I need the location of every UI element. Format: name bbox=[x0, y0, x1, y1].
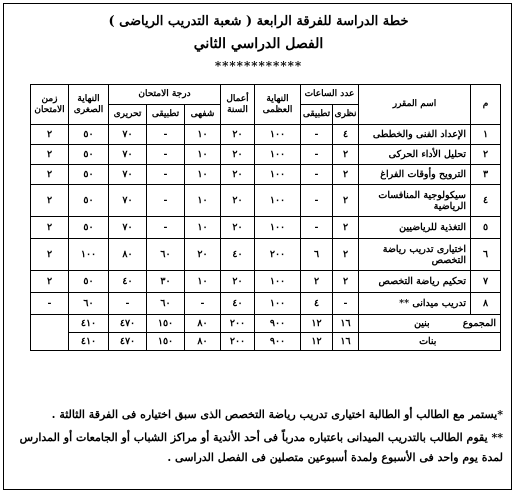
col-examtime-header: زمن الامتحان bbox=[31, 85, 69, 125]
row-max: ١٠٠ bbox=[255, 165, 301, 185]
row-num: ٦ bbox=[471, 239, 501, 271]
row-theory: ٤ bbox=[333, 125, 359, 145]
row-applied: - bbox=[147, 185, 185, 217]
row-examtime: ٢ bbox=[31, 145, 69, 165]
row-max: ١٠٠ bbox=[255, 185, 301, 217]
row-num: ٤ bbox=[471, 185, 501, 217]
row-practical: - bbox=[301, 125, 333, 145]
row-oral: ١٠ bbox=[185, 185, 221, 217]
row-max: ١٠٠ bbox=[255, 145, 301, 165]
row-min: ٥٠ bbox=[69, 271, 109, 293]
total-row-boys bbox=[31, 315, 501, 333]
girls-label-cell bbox=[359, 333, 501, 351]
row-practical: - bbox=[301, 185, 333, 217]
col-oral-header: شفهى bbox=[185, 105, 221, 125]
row-min: ٦٠ bbox=[69, 293, 109, 315]
col-yearwork-header: أعمال السنة bbox=[221, 85, 255, 125]
row-max: ١٠٠ bbox=[255, 293, 301, 315]
total-row-girls bbox=[31, 333, 501, 351]
row-applied: ٦٠ bbox=[147, 239, 185, 271]
row-oral: ٢٠ bbox=[185, 239, 221, 271]
row-max: ١٠٠ bbox=[255, 271, 301, 293]
row-course: اختيارى تدريب رياضة التخصص bbox=[359, 239, 471, 271]
document-title: خطة الدراسة للفرقة الرابعة ( شعبة التدريب الرياضى ) bbox=[108, 14, 409, 29]
row-min: ٥٠ bbox=[69, 125, 109, 145]
girls-yearwork: ٢٠٠ bbox=[221, 333, 255, 351]
row-examtime: ٢ bbox=[31, 239, 69, 271]
girls-written: ٤٧٠ bbox=[109, 333, 147, 351]
row-practical: - bbox=[301, 165, 333, 185]
row-written: ٧٠ bbox=[109, 145, 147, 165]
boys-yearwork: ٢٠٠ bbox=[221, 315, 255, 333]
table-row bbox=[31, 239, 501, 271]
row-oral: - bbox=[185, 293, 221, 315]
boys-practical: ١٢ bbox=[301, 315, 333, 333]
row-theory: ٢ bbox=[333, 239, 359, 271]
row-examtime: ٢ bbox=[31, 165, 69, 185]
girls-applied: ١٥٠ bbox=[147, 333, 185, 351]
row-theory: ٢ bbox=[333, 271, 359, 293]
col-written-header: تحريرى bbox=[109, 105, 147, 125]
row-min: ٥٠ bbox=[69, 145, 109, 165]
row-theory: - bbox=[333, 293, 359, 315]
stars-divider: ************ bbox=[214, 59, 303, 73]
boys-oral: ٨٠ bbox=[185, 315, 221, 333]
row-written: ٨٠ bbox=[109, 239, 147, 271]
table-row bbox=[31, 165, 501, 185]
total-label-cell bbox=[359, 315, 501, 333]
row-written: ٧٠ bbox=[109, 185, 147, 217]
girls-oral: ٨٠ bbox=[185, 333, 221, 351]
col-examgrade-header: درجة الامتحان bbox=[109, 85, 221, 105]
row-practical: - bbox=[301, 145, 333, 165]
row-examtime: ٢ bbox=[31, 271, 69, 293]
row-course: سيكولوجية المنافسات الرياضية bbox=[359, 185, 471, 217]
col-theory-header: نظرى bbox=[333, 105, 359, 125]
row-oral: ١٠ bbox=[185, 217, 221, 239]
table-row bbox=[31, 217, 501, 239]
row-examtime: ٢ bbox=[31, 217, 69, 239]
row-written: ٧٠ bbox=[109, 217, 147, 239]
row-yearwork: ٤٠ bbox=[221, 293, 255, 315]
boys-written: ٤٧٠ bbox=[109, 315, 147, 333]
col-applied-header: تطبيقى bbox=[147, 105, 185, 125]
total-label: المجموع bbox=[462, 318, 496, 329]
row-num: ٧ bbox=[471, 271, 501, 293]
row-num: ٥ bbox=[471, 217, 501, 239]
row-num: ٣ bbox=[471, 165, 501, 185]
row-course: تدريب ميدانى ** bbox=[359, 293, 471, 315]
col-max-header: النهاية العظمى bbox=[255, 85, 301, 125]
row-examtime: ٢ bbox=[31, 125, 69, 145]
boys-label: بنين bbox=[414, 318, 430, 329]
table-row bbox=[31, 293, 501, 315]
row-practical: ٤ bbox=[301, 293, 333, 315]
row-yearwork: ٢٠ bbox=[221, 165, 255, 185]
row-yearwork: ٢٠ bbox=[221, 271, 255, 293]
row-oral: ١٠ bbox=[185, 165, 221, 185]
row-num: ٨ bbox=[471, 293, 501, 315]
row-course: الترويح وأوقات الفراغ bbox=[359, 165, 471, 185]
row-max: ٢٠٠ bbox=[255, 239, 301, 271]
row-applied: - bbox=[147, 125, 185, 145]
row-oral: ١٠ bbox=[185, 271, 221, 293]
row-examtime: ٢ bbox=[31, 185, 69, 217]
row-min: ٥٠ bbox=[69, 217, 109, 239]
row-max: ١٠٠ bbox=[255, 217, 301, 239]
girls-label: بنات bbox=[419, 336, 437, 347]
row-num: ١ bbox=[471, 125, 501, 145]
col-course-header: اسم المقرر bbox=[359, 85, 471, 125]
table-header-row bbox=[31, 85, 501, 105]
row-max: ١٠٠ bbox=[255, 125, 301, 145]
study-plan-table bbox=[30, 84, 501, 351]
row-course: تحليل الأداء الحركى bbox=[359, 145, 471, 165]
col-practical-header: تطبيقى bbox=[301, 105, 333, 125]
row-written: ٧٠ bbox=[109, 125, 147, 145]
col-min-header: النهاية الصغرى bbox=[69, 85, 109, 125]
girls-min: ٤١٠ bbox=[69, 333, 109, 351]
row-course: الإعداد الفنى والخططى bbox=[359, 125, 471, 145]
row-applied: - bbox=[147, 165, 185, 185]
row-yearwork: ٢٠ bbox=[221, 125, 255, 145]
row-yearwork: ٢٠ bbox=[221, 217, 255, 239]
table-row bbox=[31, 125, 501, 145]
row-written: - bbox=[109, 293, 147, 315]
girls-practical: ١٢ bbox=[301, 333, 333, 351]
row-examtime: - bbox=[31, 293, 69, 315]
total-examtime bbox=[31, 315, 69, 351]
row-practical: ٦ bbox=[301, 239, 333, 271]
row-written: ٤٠ bbox=[109, 271, 147, 293]
footnote-elective: *يستمر مع الطالب أو الطالبة اختيارى تدريب رياضة التخصص الذى سبق اختياره فى الفرقة الثالثة . bbox=[51, 408, 503, 421]
row-applied: - bbox=[147, 217, 185, 239]
row-yearwork: ٢٠ bbox=[221, 145, 255, 165]
row-oral: ١٠ bbox=[185, 145, 221, 165]
row-written: ٧٠ bbox=[109, 165, 147, 185]
row-applied: - bbox=[147, 145, 185, 165]
girls-max: ٩٠٠ bbox=[255, 333, 301, 351]
row-oral: ١٠ bbox=[185, 125, 221, 145]
row-min: ١٠٠ bbox=[69, 239, 109, 271]
boys-min: ٤١٠ bbox=[69, 315, 109, 333]
row-yearwork: ٤٠ bbox=[221, 239, 255, 271]
col-hours-header: عدد الساعات bbox=[301, 85, 359, 105]
boys-theory: ١٦ bbox=[333, 315, 359, 333]
table-row bbox=[31, 145, 501, 165]
row-practical: ٢ bbox=[301, 271, 333, 293]
row-min: ٥٠ bbox=[69, 165, 109, 185]
row-num: ٢ bbox=[471, 145, 501, 165]
row-yearwork: ٢٠ bbox=[221, 185, 255, 217]
col-num-header: م bbox=[471, 85, 501, 125]
row-theory: ٢ bbox=[333, 217, 359, 239]
table-row bbox=[31, 271, 501, 293]
row-course: التغذية للرياضيين bbox=[359, 217, 471, 239]
row-applied: ٣٠ bbox=[147, 271, 185, 293]
semester-title: الفصل الدراسي الثاني bbox=[193, 36, 324, 52]
footnote-field-training: ** يقوم الطالب بالتدريب الميدانى باعتباره مدرباً فى أحد الأندية أو مراكز الشباب أو الجامعات أو المدارس لمدة يوم واحد فى الأسبوع ولمدة أسبوعين متصلين فى الفصل الدراسى . bbox=[19, 431, 503, 464]
row-theory: ٢ bbox=[333, 165, 359, 185]
table-row bbox=[31, 185, 501, 217]
boys-applied: ١٥٠ bbox=[147, 315, 185, 333]
row-theory: ٢ bbox=[333, 145, 359, 165]
row-practical: - bbox=[301, 217, 333, 239]
row-applied: ٦٠ bbox=[147, 293, 185, 315]
row-course: تحكيم رياضة التخصص bbox=[359, 271, 471, 293]
girls-theory: ١٦ bbox=[333, 333, 359, 351]
boys-max: ٩٠٠ bbox=[255, 315, 301, 333]
row-theory: ٢ bbox=[333, 185, 359, 217]
row-min: ٥٠ bbox=[69, 185, 109, 217]
